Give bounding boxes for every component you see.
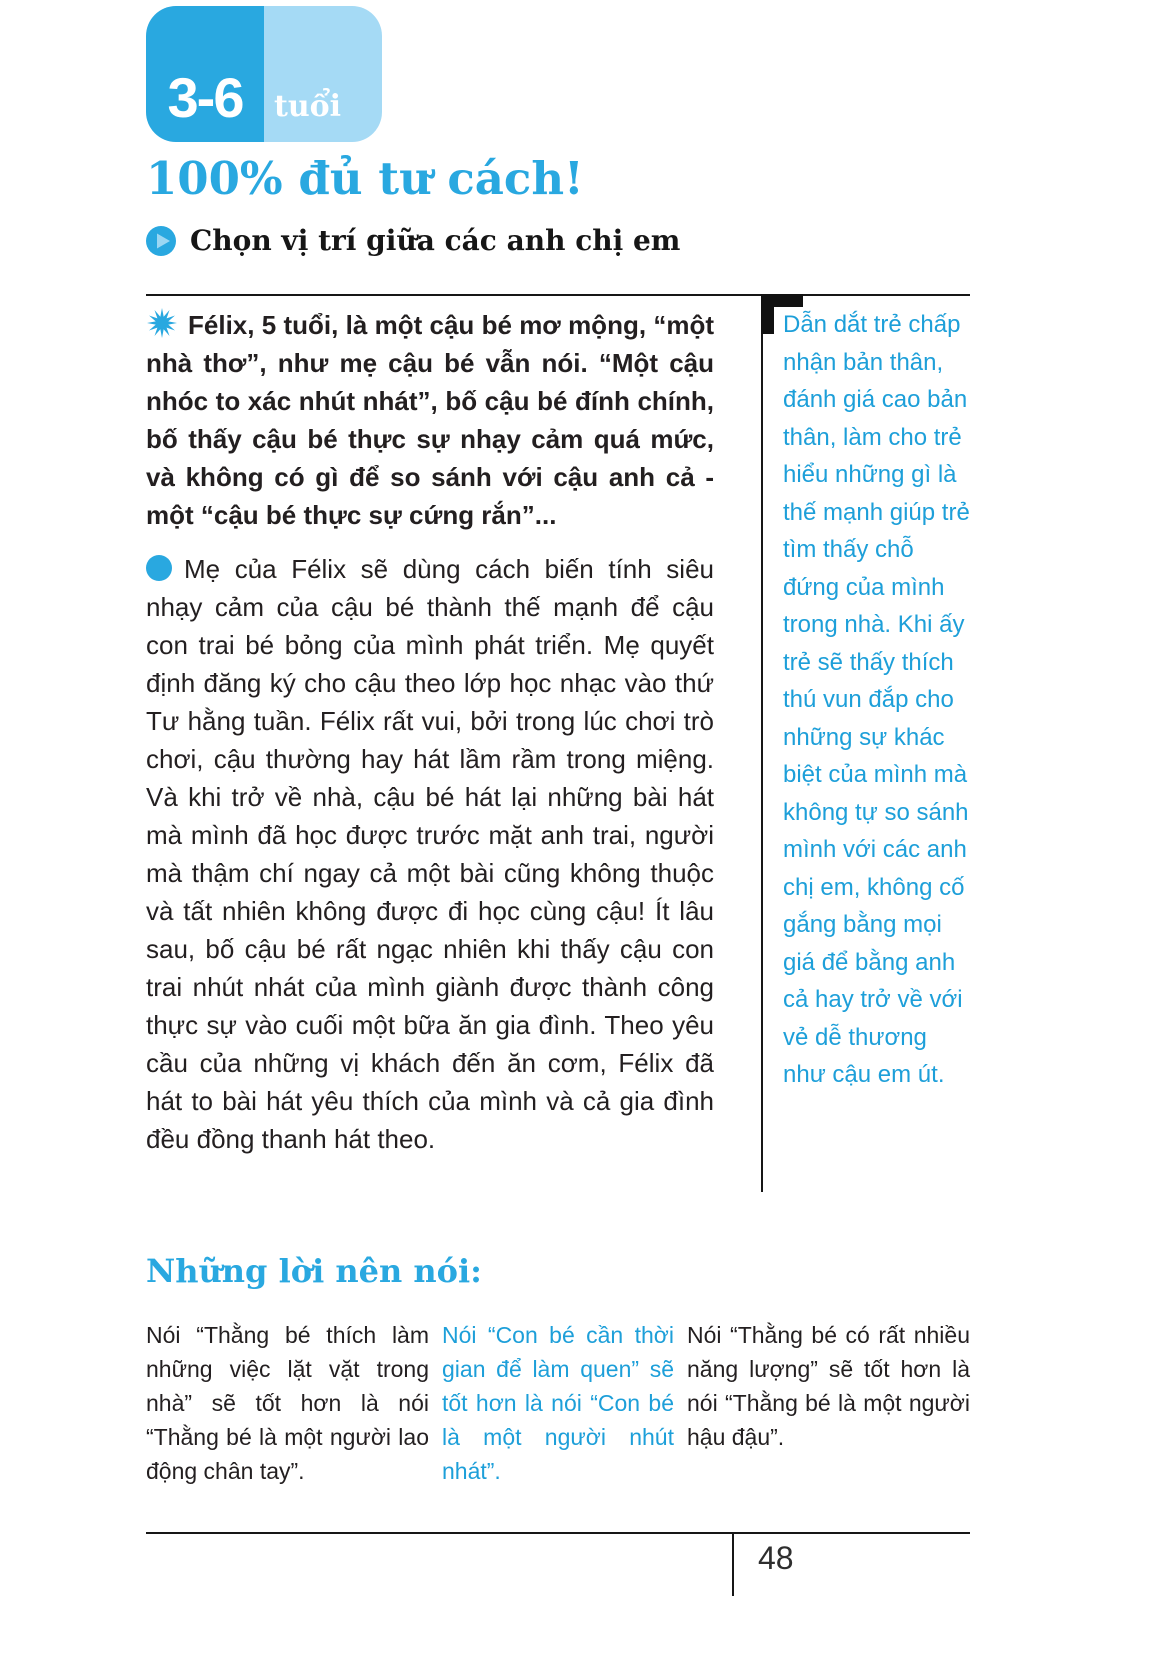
advice-columns	[146, 1318, 970, 1488]
page-title: 100% đủ tư cách!	[146, 152, 584, 205]
starburst-icon	[146, 307, 178, 339]
circle-bullet-icon	[146, 555, 172, 581]
age-badge	[146, 6, 382, 142]
header-rule	[146, 294, 970, 296]
footer-divider	[732, 1532, 734, 1596]
story-body-text: Mẹ của Félix sẽ dùng cách biến tính siêu nhạy cảm của cậu bé thành thế mạnh để cậu con trai bé bỏng của mình phát triển. Mẹ quyết định đăng ký cho cậu theo lớp học nhạc vào thứ Tư hằng tuần. Félix rất vui, bởi trong lúc chơi trò chơi, cậu thường hay hát lầm rầm trong miệng. Và khi trở về nhà, cậu bé hát lại những bài hát mà mình đã học được trước mặt anh trai, người mà thậm chí ngay cả một bài cũng không thuộc và tất nhiên không được đi học cùng cậu! Ít lâu sau, bố cậu bé rất ngạc nhiên khi thấy cậu con trai nhút nhát của mình giành được thành công thực sự vào cuối một bữa ăn gia đình. Theo yêu cầu của những vị khách đến ăn cơm, Félix đã hát to bài hát yêu thích của mình và cả gia đình đều đồng thanh hát theo.	[146, 554, 714, 1154]
age-range-label: 3-6	[146, 6, 264, 142]
play-icon	[146, 226, 176, 256]
subtitle-text: Chọn vị trí giữa các anh chị em	[190, 224, 681, 257]
story-column	[146, 306, 714, 1158]
advice-heading: Những lời nên nói:	[146, 1252, 482, 1290]
footer-rule	[146, 1532, 970, 1534]
sidebar-note: Dẫn dắt trẻ chấp nhận bản thân, đánh giá cao bản thân, làm cho trẻ hiểu những gì là thế mạnh giúp trẻ tìm thấy chỗ đứng của mình trong nhà. Khi ấy trẻ sẽ thấy thích thú vun đắp cho những sự khác biệt của mình mà không tự so sánh mình với các anh chị em, không cố gắng bằng mọi giá để bằng anh cả hay trở về với vẻ dễ thương như cậu em út.	[783, 311, 970, 1088]
sidebar-divider	[761, 294, 763, 1192]
advice-item: Nói “Con bé cần thời gian để làm quen” sẽ tốt hơn là nói “Con bé là một người nhút nhát”.	[442, 1322, 674, 1484]
advice-item: Nói “Thằng bé thích làm những việc lặt vặt trong nhà” sẽ tốt hơn là nói “Thằng bé là một người lao động chân tay”.	[146, 1322, 429, 1484]
age-unit-label: tuổi	[264, 6, 382, 142]
section-subtitle	[146, 224, 680, 257]
advice-item: Nói “Thằng bé có rất nhiều năng lượng” sẽ tốt hơn là nói “Thằng bé là một người hậu đậu”.	[687, 1322, 970, 1450]
story-body-paragraph	[146, 550, 714, 1158]
page-number: 48	[758, 1540, 794, 1576]
story-intro-text: Félix, 5 tuổi, là một cậu bé mơ mộng, “một nhà thơ”, như mẹ cậu bé vẫn nói. “Một cậu nhóc to xác nhút nhát”, bố cậu bé đính chính, bố thấy cậu bé thực sự nhạy cảm quá mức, và không có gì để so sánh với cậu anh cả - một “cậu bé thực sự cứng rắn”...	[146, 310, 714, 530]
story-intro-paragraph	[146, 306, 714, 534]
